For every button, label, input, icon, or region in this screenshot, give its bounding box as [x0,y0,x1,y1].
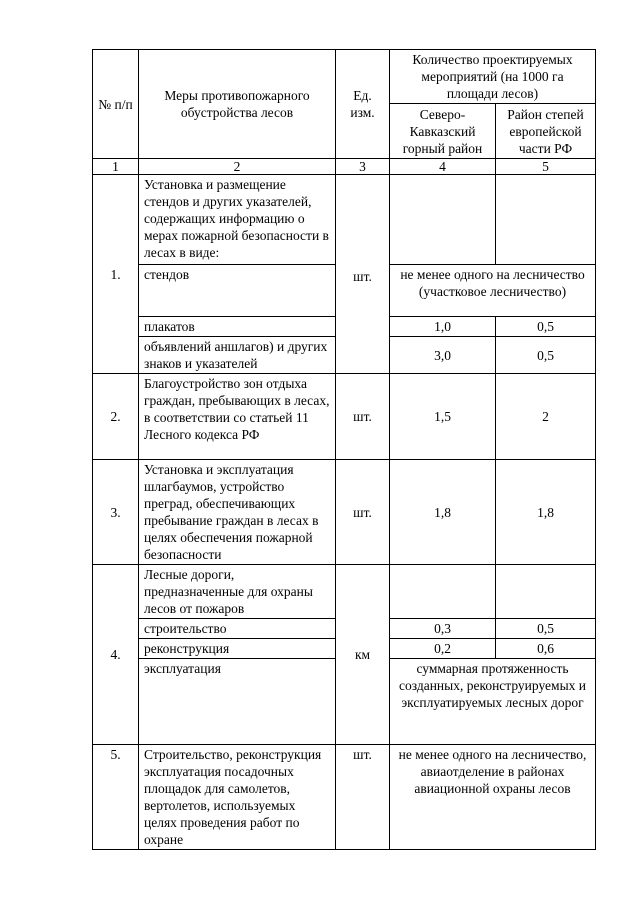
row1-stands-value: не менее одного на лесничество (участковое лесничество) [390,265,596,317]
row1-stands-label: стендов [139,265,336,317]
row1-signs-col5: 0,5 [496,337,596,374]
row1-unit: шт. [336,175,390,374]
row3-unit: шт. [336,460,390,565]
fire-measures-table [92,49,596,850]
row1-empty-col5 [496,175,596,265]
row4-title: Лесные дороги, предназначенные для охраны лесов от пожаров [139,565,336,619]
row2-number: 2. [93,374,139,460]
header-unit: Ед. изм. [336,50,390,159]
column-number-4: 4 [390,159,496,175]
row4-construction-col5: 0,5 [496,619,596,639]
row4-empty-col5 [496,565,596,619]
column-number-5: 5 [496,159,596,175]
row1-title: Установка и размещение стендов и других указателей, содержащих информацию о мерах пожарной безопасности в лесах в виде: [139,175,336,265]
row3-text: Установка и эксплуатация шлагбаумов, устройство преград, обеспечивающих пребывание граждан в лесах в целях обеспечения пожарной безопасности [139,460,336,565]
header-steppe: Район степей европейской части РФ [496,104,596,159]
row5-number: 5. [93,745,139,850]
row4-operation-label: эксплуатация [139,659,336,745]
row1-number: 1. [93,175,139,374]
row2-unit: шт. [336,374,390,460]
row1-posters-col4: 1,0 [390,317,496,337]
row4-operation-value: суммарная протяженность созданных, реконструируемых и эксплуатируемых лесных дорог [390,659,596,745]
row4-reconstruction-col5: 0,6 [496,639,596,659]
row1-signs-label: объявлений аншлагов) и других знаков и указателей [139,337,336,374]
row1-posters-label: плакатов [139,317,336,337]
row3-number: 3. [93,460,139,565]
row2-col4: 1,5 [390,374,496,460]
row5-text: Строительство, реконструкция эксплуатация посадочных площадок для самолетов, вертолетов, используемых целях проведения работ по охране [139,745,336,850]
row2-text: Благоустройство зон отдыха граждан, пребывающих в лесах, в соответствии со статьей 11 Лесного кодекса РФ [139,374,336,460]
row5-unit: шт. [336,745,390,850]
column-number-2: 2 [139,159,336,175]
row4-construction-label: строительство [139,619,336,639]
row2-col5: 2 [496,374,596,460]
row4-construction-col4: 0,3 [390,619,496,639]
header-north-caucasus: Северо-Кавказский горный район [390,104,496,159]
row4-unit: км [336,565,390,745]
column-number-1: 1 [93,159,139,175]
row1-empty-col4 [390,175,496,265]
row4-reconstruction-col4: 0,2 [390,639,496,659]
row5-value: не менее одного на лесничество, авиаотделение в районах авиационной охраны лесов [390,745,596,850]
row1-posters-col5: 0,5 [496,317,596,337]
column-number-3: 3 [336,159,390,175]
row4-reconstruction-label: реконструкция [139,639,336,659]
header-measures: Меры противопожарного обустройства лесов [139,50,336,159]
row4-number: 4. [93,565,139,745]
row4-empty-col4 [390,565,496,619]
row3-col5: 1,8 [496,460,596,565]
header-number: № п/п [93,50,139,159]
row1-signs-col4: 3,0 [390,337,496,374]
header-quantity: Количество проектируемых мероприятий (на 1000 га площади лесов) [390,50,596,104]
row3-col4: 1,8 [390,460,496,565]
